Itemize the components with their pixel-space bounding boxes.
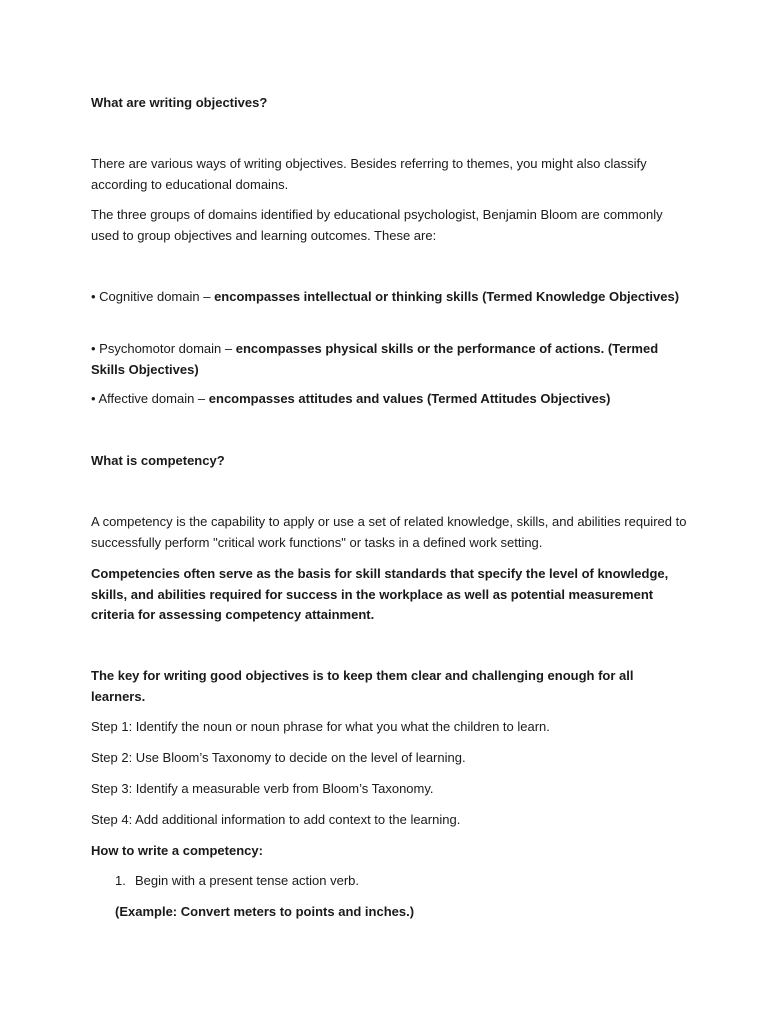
competency-paragraph-2: Competencies often serve as the basis for skill standards that specify the level of knowledge, skills, and abilities required for success in the workplace as well as potential measurement criteria for assessing competency attainment. — [91, 566, 669, 622]
bullet-psychomotor-domain — [91, 339, 691, 380]
bullet-label: • Affective domain – — [91, 391, 209, 406]
numbered-list-item — [115, 871, 359, 892]
list-number: 1. — [115, 873, 126, 888]
intro-paragraph-1: There are various ways of writing objectives. Besides referring to themes, you might also classify according to educational domains. — [91, 156, 647, 192]
competency-paragraph-1: A competency is the capability to apply or use a set of related knowledge, skills, and abilities required to successfully perform "critical work functions" or tasks in a defined work setting. — [91, 514, 687, 550]
step-1: Step 1: Identify the noun or noun phrase for what you what the children to learn. — [91, 719, 550, 734]
list-item-text: Begin with a present tense action verb. — [135, 873, 360, 888]
bullet-description: encompasses physical skills or the performance of actions. (Termed Skills Objectives) — [91, 341, 659, 377]
intro-paragraph-2: The three groups of domains identified by educational psychologist, Benjamin Bloom are commonly used to group objectives and learning outcomes. These are: — [91, 207, 663, 243]
step-3: Step 3: Identify a measurable verb from Bloom’s Taxonomy. — [91, 781, 434, 796]
heading-writing-objectives: What are writing objectives? — [91, 95, 268, 110]
bullet-description: encompasses intellectual or thinking skills (Termed Knowledge Objectives) — [214, 289, 680, 304]
step-4: Step 4: Add additional information to add context to the learning. — [91, 812, 461, 827]
bullet-affective-domain — [91, 389, 691, 410]
bullet-label: • Psychomotor domain – — [91, 341, 236, 356]
bullet-label: • Cognitive domain – — [91, 289, 215, 304]
bullet-cognitive-domain — [91, 287, 691, 308]
heading-competency: What is competency? — [91, 453, 225, 468]
bullet-description: encompasses attitudes and values (Termed Attitudes Objectives) — [208, 391, 611, 406]
step-2: Step 2: Use Bloom’s Taxonomy to decide on the level of learning. — [91, 750, 466, 765]
key-paragraph: The key for writing good objectives is to keep them clear and challenging enough for all learners. — [91, 668, 634, 704]
heading-how-to-write: How to write a competency: — [91, 843, 263, 858]
example-text: (Example: Convert meters to points and inches.) — [115, 904, 415, 919]
